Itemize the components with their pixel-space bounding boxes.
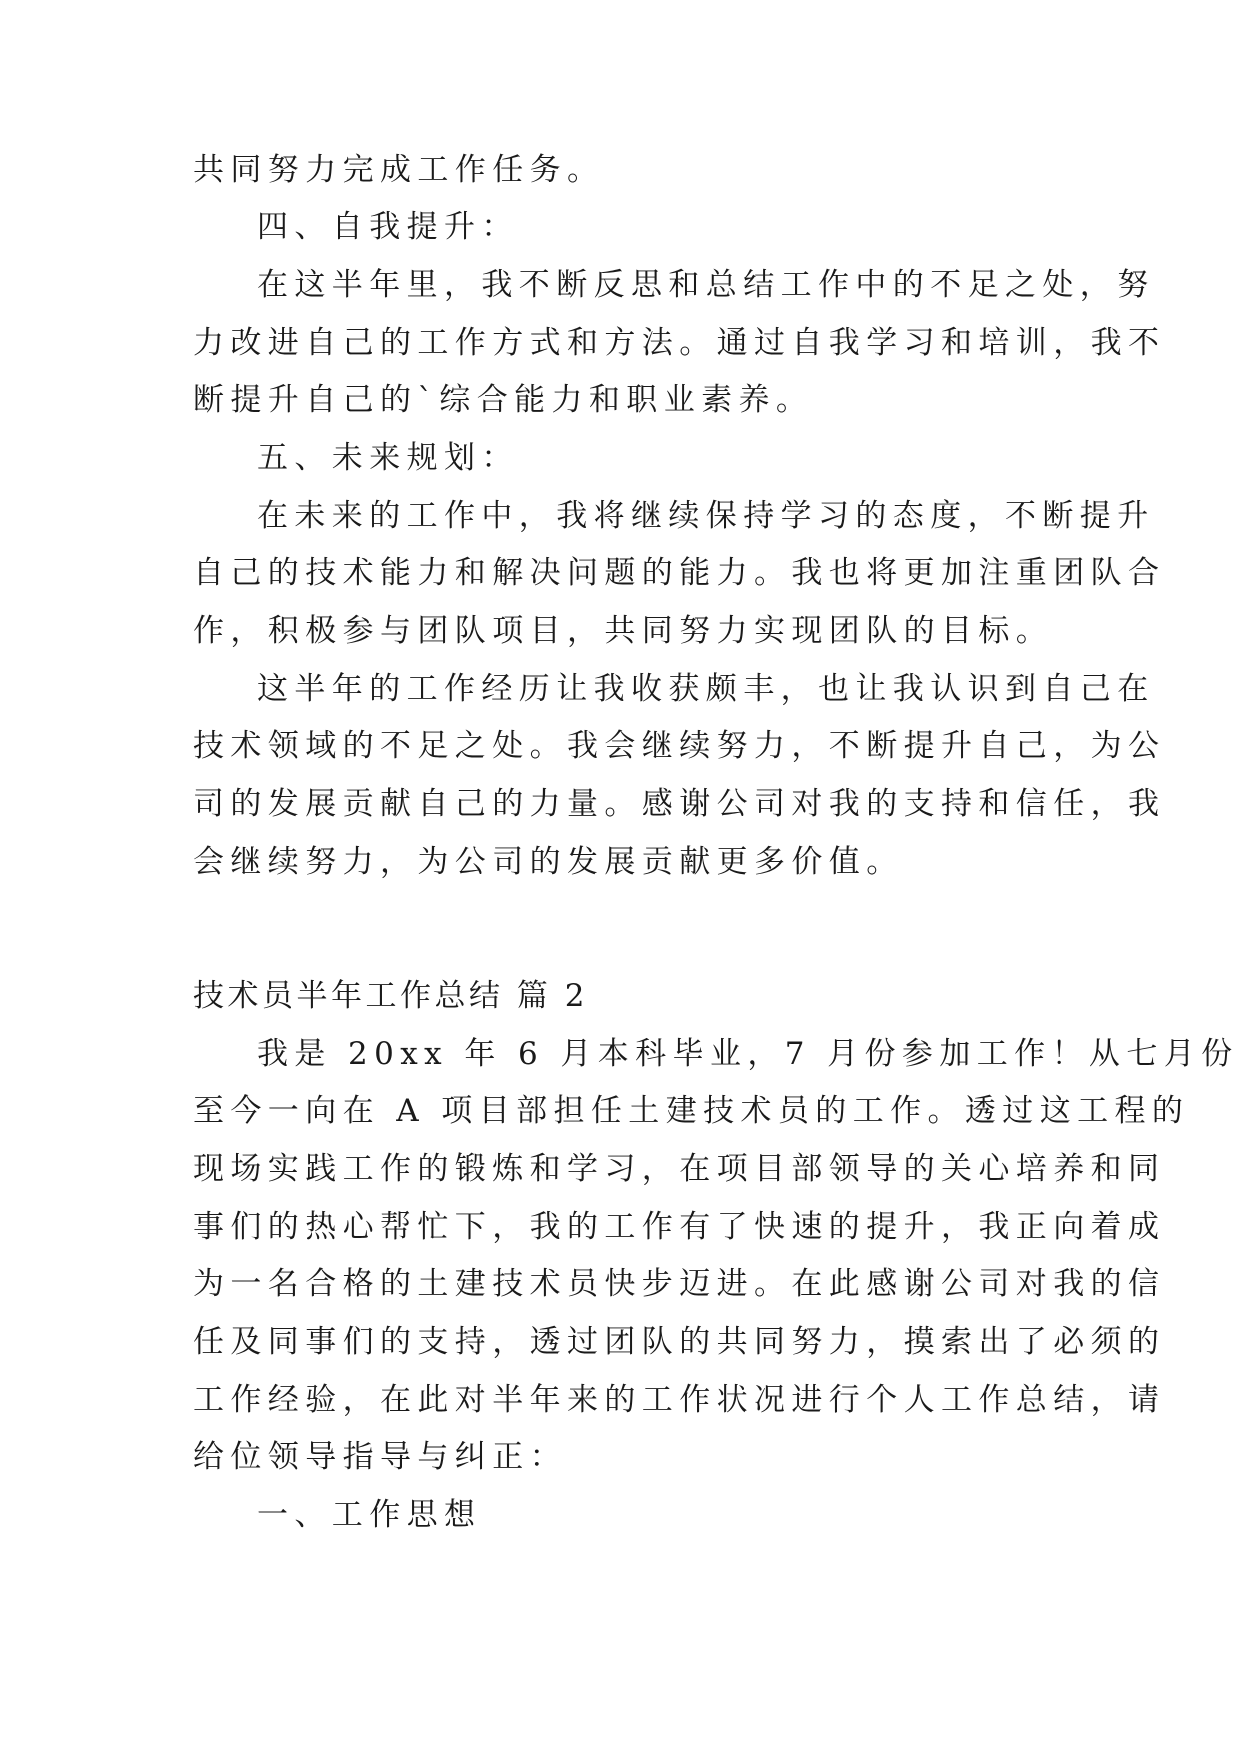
paragraph-line: 工作经验，在此对半年来的工作状况进行个人工作总结，请 — [193, 1382, 1166, 1418]
paragraph-line: 断提升自己的`综合能力和职业素养。 — [193, 382, 814, 418]
paragraph-line: 我是 20xx 年 6 月本科毕业，7 月份参加工作！从七月份 — [257, 1036, 1239, 1072]
paragraph-line: 在这半年里，我不断反思和总结工作中的不足之处，努 — [257, 267, 1155, 303]
paragraph-line: 会继续努力，为公司的发展贡献更多价值。 — [193, 844, 904, 880]
paragraph-line: 给位领导指导与纠正： — [193, 1439, 567, 1475]
paragraph-line: 力改进自己的工作方式和方法。通过自我学习和培训，我不 — [193, 325, 1166, 361]
paragraph-line: 共同努力完成工作任务。 — [193, 152, 605, 188]
section-heading: 四、自我提升： — [257, 209, 519, 245]
paragraph-line: 司的发展贡献自己的力量。感谢公司对我的支持和信任，我 — [193, 786, 1166, 822]
paragraph-line: 自己的技术能力和解决问题的能力。我也将更加注重团队合 — [193, 555, 1166, 591]
paragraph-line: 技术领域的不足之处。我会继续努力，不断提升自己，为公 — [193, 728, 1166, 764]
paragraph-line: 现场实践工作的锻炼和学习，在项目部领导的关心培养和同 — [193, 1151, 1166, 1187]
paragraph-line: 任及同事们的支持，透过团队的共同努力，摸索出了必须的 — [193, 1324, 1166, 1360]
paragraph-line: 为一名合格的土建技术员快步迈进。在此感谢公司对我的信 — [193, 1266, 1166, 1302]
paragraph-line: 这半年的工作经历让我收获颇丰，也让我认识到自己在 — [257, 671, 1155, 707]
section-heading: 五、未来规划： — [257, 440, 519, 476]
paragraph-line: 至今一向在 A 项目部担任土建技术员的工作。透过这工程的 — [193, 1093, 1190, 1129]
paragraph-line: 作，积极参与团队项目，共同努力实现团队的目标。 — [193, 613, 1054, 649]
paragraph-line: 在未来的工作中，我将继续保持学习的态度，不断提升 — [257, 498, 1155, 534]
section-heading: 一、工作思想 — [257, 1497, 482, 1533]
article-title: 技术员半年工作总结 篇 2 — [193, 978, 588, 1014]
paragraph-line: 事们的热心帮忙下，我的工作有了快速的提升，我正向着成 — [193, 1209, 1166, 1245]
